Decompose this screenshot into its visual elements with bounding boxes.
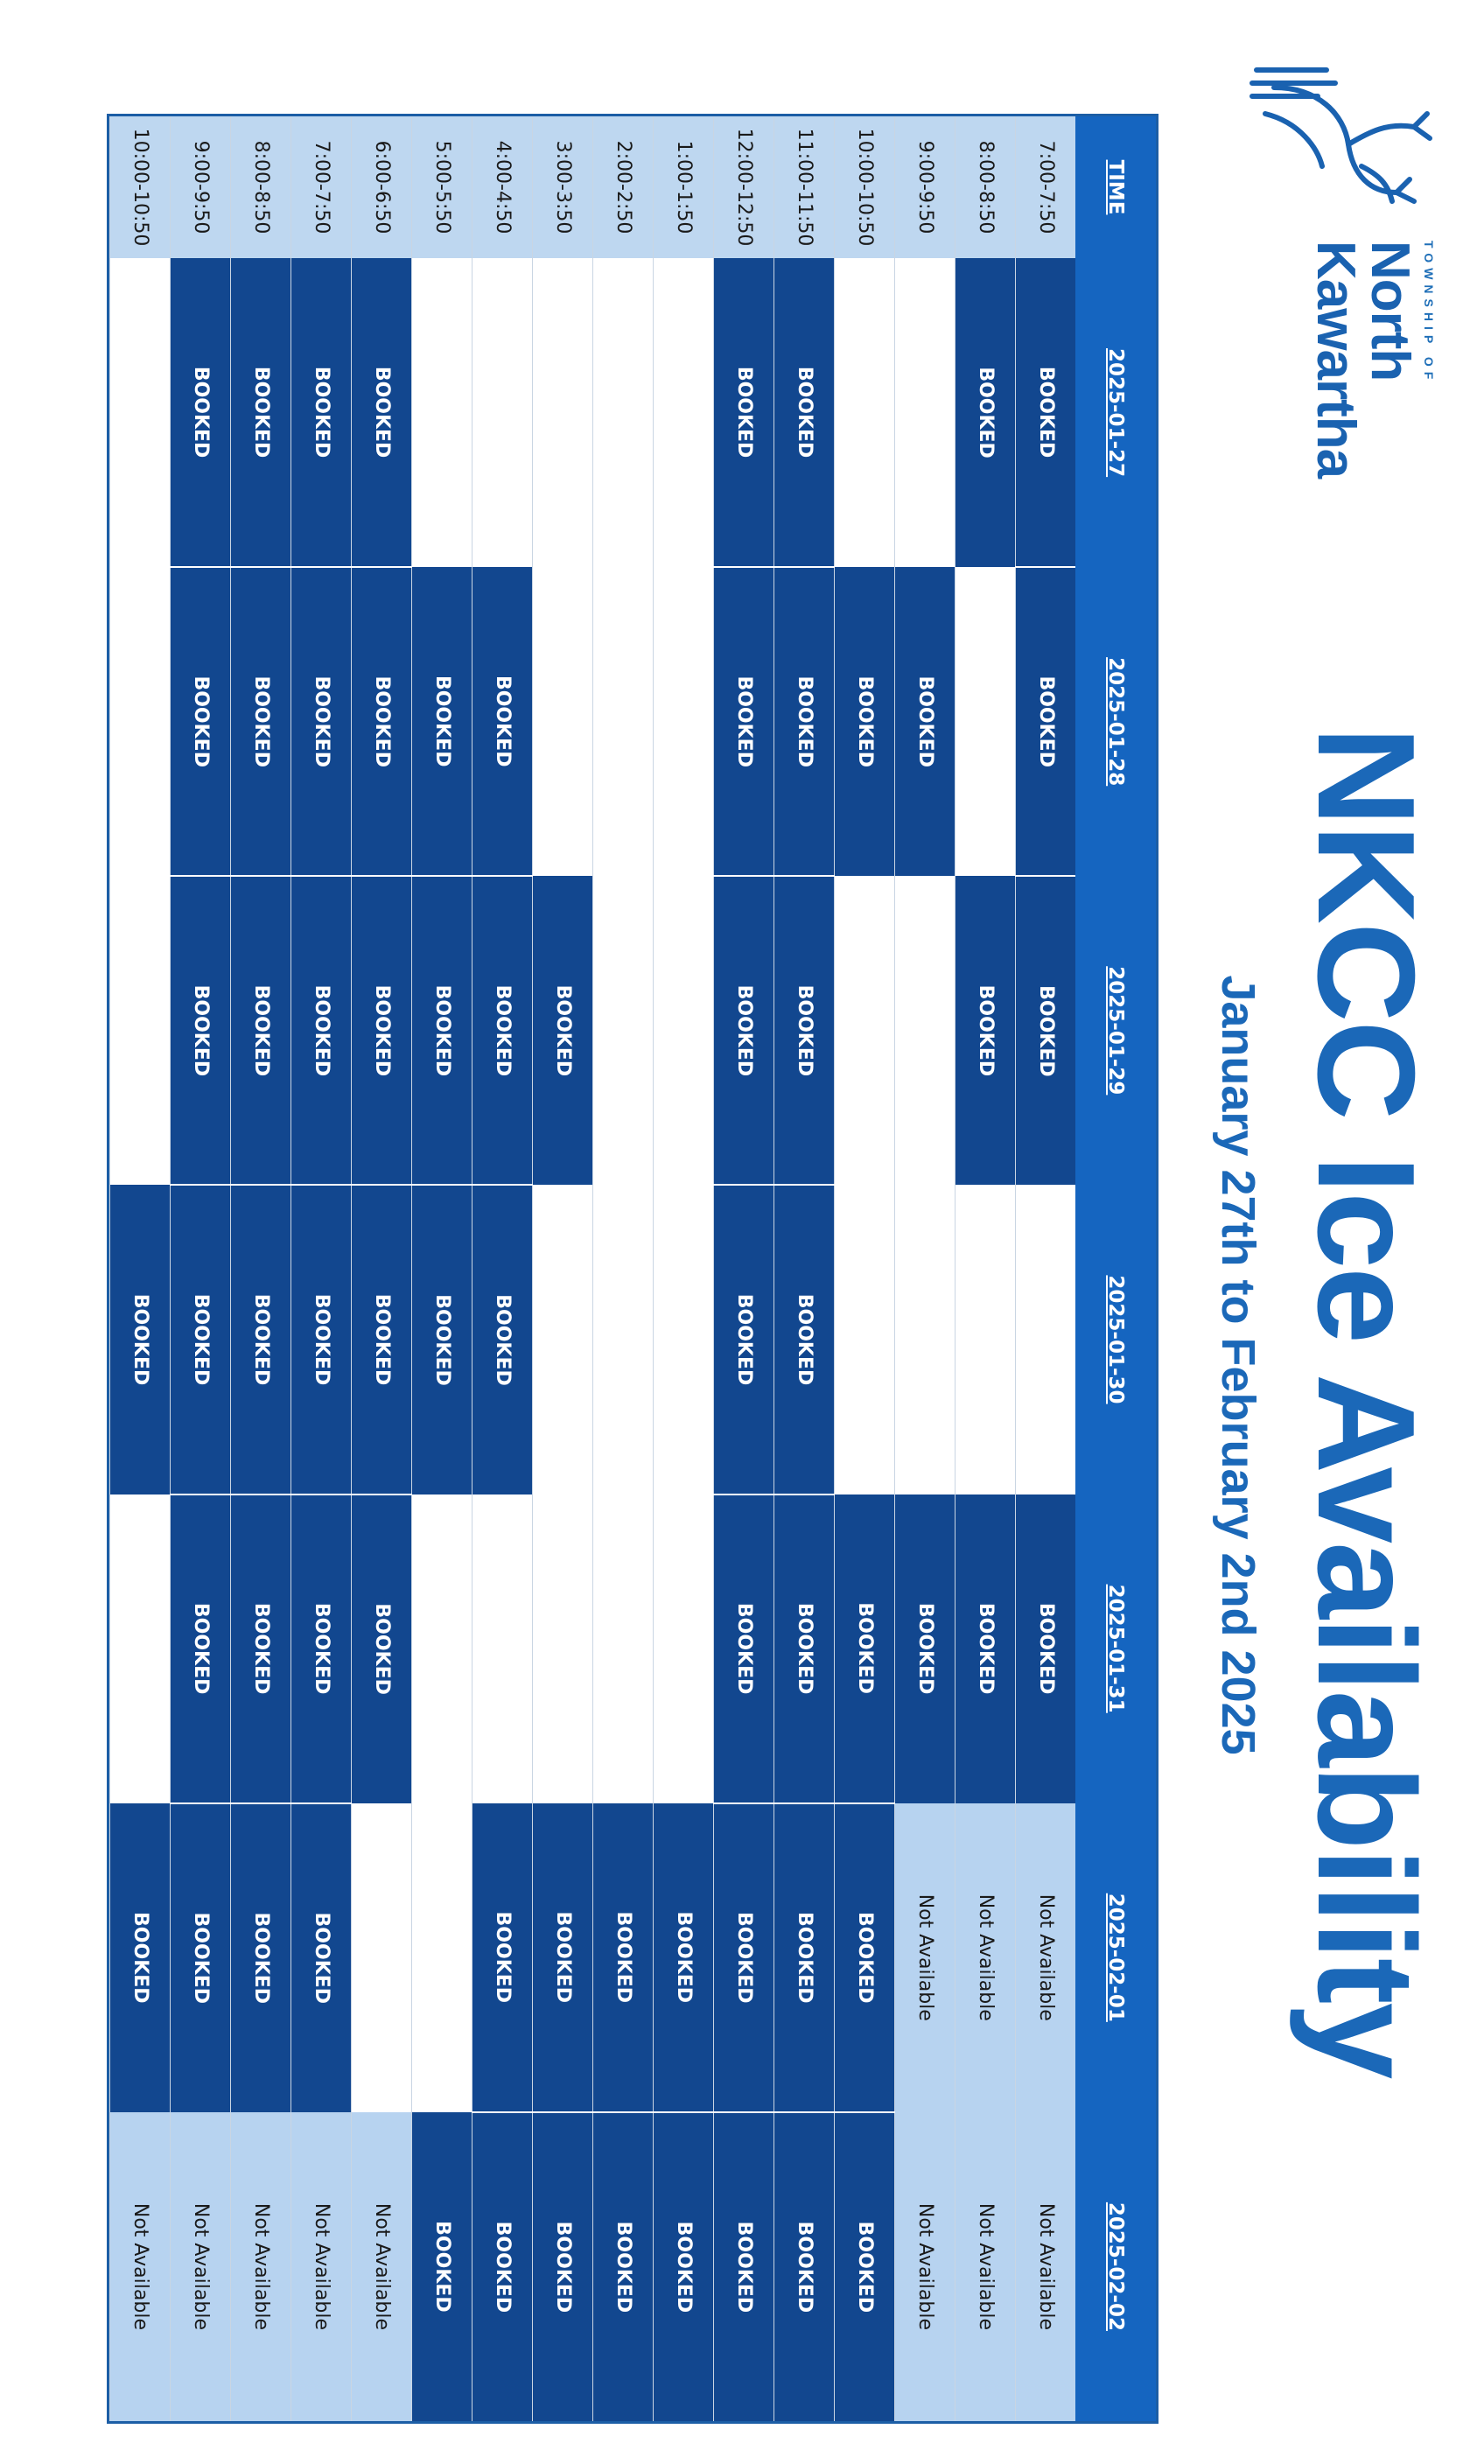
time-slot: 3:00-3:50 [533, 116, 593, 258]
slot-cell: Not Available [1016, 1803, 1075, 2112]
table-row [533, 116, 593, 2421]
slot-cell: BOOKED [352, 567, 412, 876]
slot-cell: BOOKED [171, 258, 231, 567]
page-title: NKCC Ice Availability [1289, 726, 1443, 2078]
slot-cell: BOOKED [835, 1494, 895, 1803]
slot-cell: BOOKED [774, 876, 835, 1185]
header-row [1075, 116, 1156, 2421]
slot-cell [412, 1803, 472, 2112]
slot-cell [835, 876, 895, 1185]
time-slot: 7:00-7:50 [1016, 116, 1075, 258]
slot-cell [533, 1185, 593, 1494]
logo-word-kawartha: Kawartha [1306, 241, 1366, 479]
table-row [110, 116, 171, 2421]
slot-cell: BOOKED [352, 876, 412, 1185]
slot-cell [654, 1185, 714, 1494]
slot-cell: BOOKED [1016, 876, 1075, 1185]
slot-cell [593, 1494, 654, 1803]
slot-cell: BOOKED [835, 567, 895, 876]
slot-cell: BOOKED [895, 567, 956, 876]
slot-cell: BOOKED [593, 2112, 654, 2421]
logo-tagline: TOWNSHIP OF [1422, 241, 1436, 385]
slot-cell: BOOKED [714, 567, 774, 876]
slot-cell: BOOKED [1016, 258, 1075, 567]
slot-cell: BOOKED [412, 2112, 472, 2421]
time-slot: 8:00-8:50 [956, 116, 1016, 258]
slot-cell [533, 1494, 593, 1803]
slot-cell: BOOKED [1016, 567, 1075, 876]
slot-cell: BOOKED [171, 1494, 231, 1803]
slot-cell: BOOKED [774, 258, 835, 567]
date-header: 2025-01-31 [1075, 1494, 1156, 1803]
slot-cell: BOOKED [654, 1803, 714, 2112]
slot-cell [110, 258, 171, 567]
slot-cell [593, 876, 654, 1185]
slot-cell [654, 258, 714, 567]
slot-cell: BOOKED [956, 1494, 1016, 1803]
slot-cell: BOOKED [956, 876, 1016, 1185]
table-row [593, 116, 654, 2421]
slot-cell [533, 258, 593, 567]
time-slot: 7:00-7:50 [291, 116, 352, 258]
slot-cell: BOOKED [714, 2112, 774, 2421]
table-row [774, 116, 835, 2421]
ice-schedule [107, 114, 1158, 2424]
slot-cell [895, 876, 956, 1185]
date-header: 2025-01-27 [1075, 258, 1156, 567]
slot-cell: BOOKED [291, 567, 352, 876]
slot-cell [895, 1185, 956, 1494]
slot-cell: Not Available [895, 1803, 956, 2112]
time-slot: 10:00-10:50 [835, 116, 895, 258]
slot-cell: BOOKED [291, 258, 352, 567]
slot-cell: BOOKED [1016, 1494, 1075, 1803]
schedule-table [109, 116, 1156, 2421]
slot-cell [593, 567, 654, 876]
slot-cell: BOOKED [291, 1803, 352, 2112]
table-row [231, 116, 291, 2421]
slot-cell [835, 258, 895, 567]
slot-cell: BOOKED [774, 1803, 835, 2112]
time-slot: 12:00-12:50 [714, 116, 774, 258]
deer-logo-icon [1239, 61, 1449, 210]
slot-cell: BOOKED [171, 567, 231, 876]
slot-cell [533, 567, 593, 876]
slot-cell: BOOKED [835, 2112, 895, 2421]
slot-cell [956, 1185, 1016, 1494]
table-row [714, 116, 774, 2421]
time-slot: 1:00-1:50 [654, 116, 714, 258]
slot-cell [895, 258, 956, 567]
date-header: 2025-01-29 [1075, 876, 1156, 1185]
slot-cell: BOOKED [895, 1494, 956, 1803]
slot-cell: BOOKED [774, 1494, 835, 1803]
slot-cell: BOOKED [774, 2112, 835, 2421]
slot-cell: BOOKED [774, 1185, 835, 1494]
slot-cell: BOOKED [171, 1185, 231, 1494]
table-row [956, 116, 1016, 2421]
slot-cell: BOOKED [291, 1185, 352, 1494]
slot-cell: Not Available [956, 2112, 1016, 2421]
time-slot: 9:00-9:50 [171, 116, 231, 258]
slot-cell: Not Available [956, 1803, 1016, 2112]
slot-cell: BOOKED [533, 876, 593, 1185]
slot-cell [110, 876, 171, 1185]
table-row [472, 116, 533, 2421]
table-row [835, 116, 895, 2421]
slot-cell: BOOKED [654, 2112, 714, 2421]
slot-cell: BOOKED [231, 1803, 291, 2112]
slot-cell: BOOKED [714, 1803, 774, 2112]
slot-cell: BOOKED [533, 2112, 593, 2421]
slot-cell [472, 258, 533, 567]
slot-cell: BOOKED [472, 567, 533, 876]
slot-cell: BOOKED [231, 567, 291, 876]
slot-cell: BOOKED [412, 876, 472, 1185]
slot-cell: BOOKED [110, 1803, 171, 2112]
slot-cell: BOOKED [231, 1494, 291, 1803]
slot-cell: BOOKED [533, 1803, 593, 2112]
slot-cell: BOOKED [231, 258, 291, 567]
slot-cell [956, 567, 1016, 876]
slot-cell: BOOKED [291, 1494, 352, 1803]
slot-cell: BOOKED [352, 1185, 412, 1494]
table-row [171, 116, 231, 2421]
slot-cell [412, 1494, 472, 1803]
time-slot: 4:00-4:50 [472, 116, 533, 258]
slot-cell: Not Available [110, 2112, 171, 2421]
slot-cell: BOOKED [231, 876, 291, 1185]
table-row [895, 116, 956, 2421]
slot-cell [352, 1803, 412, 2112]
slot-cell [654, 876, 714, 1185]
slot-cell: BOOKED [171, 1803, 231, 2112]
slot-cell: BOOKED [171, 876, 231, 1185]
slot-cell [412, 258, 472, 567]
slot-cell [110, 1494, 171, 1803]
table-row [412, 116, 472, 2421]
slot-cell: BOOKED [352, 1494, 412, 1803]
date-header: 2025-01-30 [1075, 1185, 1156, 1494]
table-row [1016, 116, 1075, 2421]
time-header: TIME [1075, 116, 1156, 258]
slot-cell: BOOKED [472, 1185, 533, 1494]
slot-cell: BOOKED [412, 1185, 472, 1494]
slot-cell: BOOKED [412, 567, 472, 876]
slot-cell [654, 567, 714, 876]
slot-cell [1016, 1185, 1075, 1494]
slot-cell [472, 1494, 533, 1803]
slot-cell: BOOKED [472, 876, 533, 1185]
logo-word-north: North [1360, 241, 1420, 382]
slot-cell: Not Available [352, 2112, 412, 2421]
township-logo [1230, 61, 1449, 551]
slot-cell: BOOKED [835, 1803, 895, 2112]
slot-cell: BOOKED [110, 1185, 171, 1494]
table-row [352, 116, 412, 2421]
slot-cell: BOOKED [593, 1803, 654, 2112]
slot-cell [835, 1185, 895, 1494]
time-slot: 9:00-9:50 [895, 116, 956, 258]
time-slot: 10:00-10:50 [110, 116, 171, 258]
time-slot: 11:00-11:50 [774, 116, 835, 258]
date-header: 2025-02-02 [1075, 2112, 1156, 2421]
slot-cell: BOOKED [231, 1185, 291, 1494]
page-subtitle: January 27th to February 2nd 2025 [1212, 975, 1264, 1755]
slot-cell: BOOKED [956, 258, 1016, 567]
slot-cell [110, 567, 171, 876]
date-header: 2025-02-01 [1075, 1803, 1156, 2112]
table-row [654, 116, 714, 2421]
table-row [291, 116, 352, 2421]
slot-cell: Not Available [1016, 2112, 1075, 2421]
slot-cell: Not Available [291, 2112, 352, 2421]
slot-cell: Not Available [895, 2112, 956, 2421]
slot-cell: Not Available [231, 2112, 291, 2421]
slot-cell: BOOKED [714, 1494, 774, 1803]
schedule-body [110, 116, 1076, 2421]
slot-cell: BOOKED [472, 1803, 533, 2112]
slot-cell: BOOKED [714, 258, 774, 567]
slot-cell: BOOKED [352, 258, 412, 567]
slot-cell: BOOKED [714, 1185, 774, 1494]
time-slot: 6:00-6:50 [352, 116, 412, 258]
slot-cell: BOOKED [714, 876, 774, 1185]
slot-cell [593, 258, 654, 567]
time-slot: 8:00-8:50 [231, 116, 291, 258]
date-header: 2025-01-28 [1075, 567, 1156, 876]
time-slot: 5:00-5:50 [412, 116, 472, 258]
slot-cell: Not Available [171, 2112, 231, 2421]
slot-cell [593, 1185, 654, 1494]
slot-cell: BOOKED [774, 567, 835, 876]
slot-cell: BOOKED [472, 2112, 533, 2421]
slot-cell: BOOKED [291, 876, 352, 1185]
slot-cell [654, 1494, 714, 1803]
time-slot: 2:00-2:50 [593, 116, 654, 258]
